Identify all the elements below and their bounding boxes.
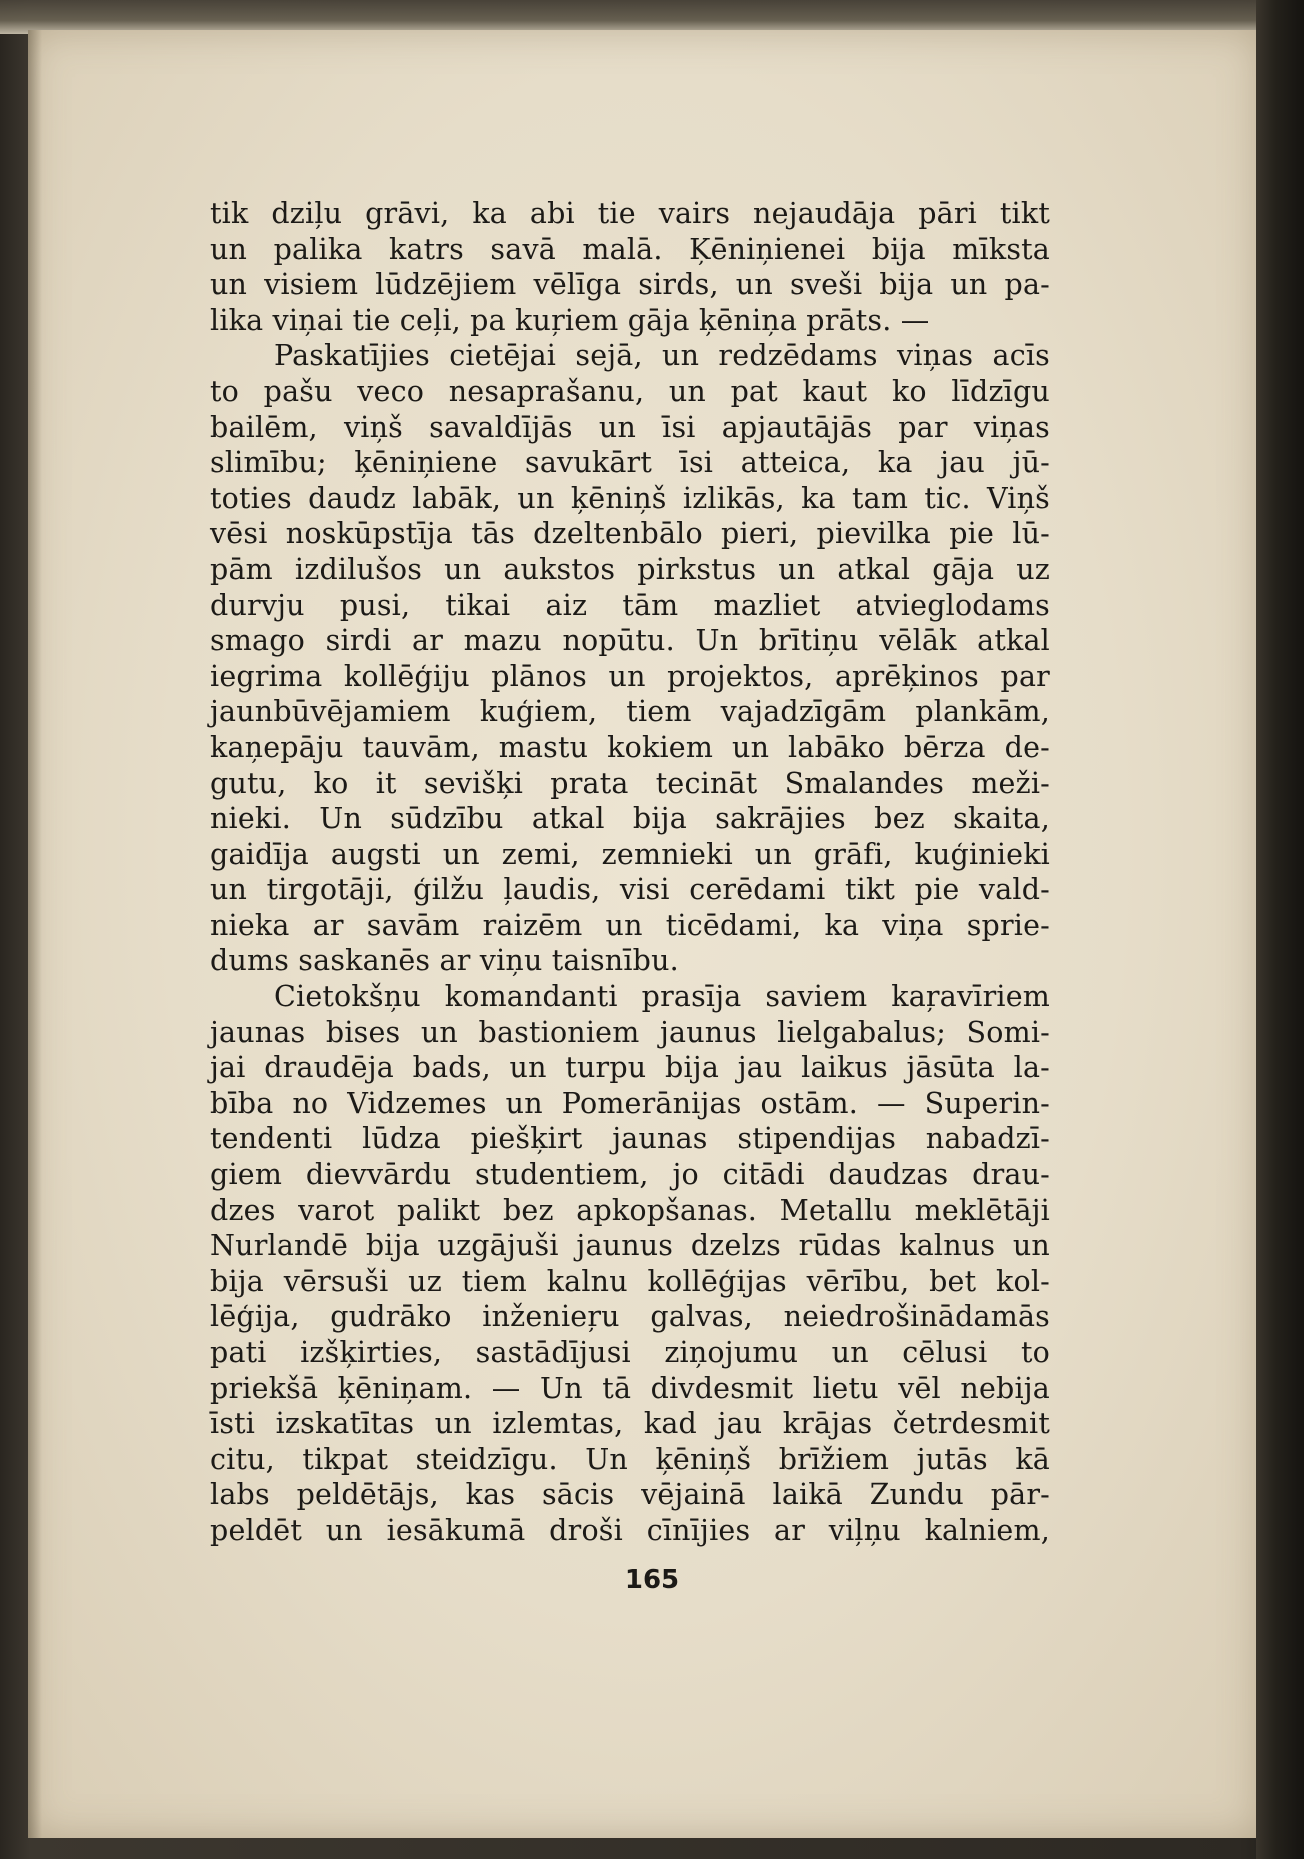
text-line: citu, tikpat steidzīgu. Un ķēniņš brīžiem jutās kā [210,1442,1050,1476]
text-line: bība no Vidzemes un Pomerānijas ostām. — Superin- [210,1086,1050,1120]
text-line: īsti izskatītas un izlemtas, kad jau krājas četrdesmit [210,1407,1050,1441]
text-line: Nurlandē bija uzgājuši jaunus dzelzs rūdas kalnus un [210,1229,1050,1263]
text-line: un palika katrs savā malā. Ķēniņienei bija mīksta [210,232,1050,266]
page-top-edge [0,0,1304,34]
text-line: tik dziļu grāvi, ka abi tie vairs nejaudāja pāri tikt [210,197,1050,230]
text-line: Cietokšņu komandanti prasīja saviem kaŗavīriem [274,980,1050,1014]
text-line: priekšā ķēniņam. — Un tā divdesmit lietu vēl nebija [210,1371,1050,1405]
text-line: gaidīja augsti un zemi, zemnieki un grāfi, kuģinieki [210,837,1050,871]
text-line: tendenti lūdza piešķirt jaunas stipendijas nabadzī- [210,1122,1050,1156]
text-line: toties daudz labāk, un ķēniņš izlikās, ka tam tic. Viņš [210,481,1050,515]
text-line: un visiem lūdzējiem vēlīga sirds, un sveši bija un pa- [210,268,1050,302]
text-line: giem dievvārdu studentiem, jo citādi daudzas drau- [210,1158,1050,1192]
text-line: peldēt un iesākumā droši cīnījies ar viļņu kalniem, [210,1513,1050,1547]
text-line: bija vērsuši uz tiem kalnu kollēģijas vērību, bet kol- [210,1264,1050,1298]
text-line: labs peldētājs, kas sācis vējainā laikā Zundu pār- [210,1478,1050,1512]
text-line: bailēm, viņš savaldījās un īsi apjautājās par viņas [210,410,1050,444]
text-line: vēsi noskūpstīja tās dzeltenbālo pieri, pievilka pie lū- [210,517,1050,551]
text-line: slimību; ķēniņiene savukārt īsi atteica, ka jau jū- [210,446,1050,480]
text-line: dzes varot palikt bez apkopšanas. Metallu meklētāji [210,1193,1050,1227]
text-line: to pašu veco nesaprašanu, un pat kaut ko līdzīgu [210,374,1050,408]
text-line: iegrima kollēģiju plānos un projektos, aprēķinos par [210,659,1050,693]
text-line: pati izšķirties, sastādījusi ziņojumu un cēlusi to [210,1336,1050,1369]
text-line: jaunas bises un bastioniem jaunus lielgabalus; Somi- [210,1015,1050,1049]
text-line: dums saskanēs ar viņu taisnību. [210,944,679,978]
text-line: jaunbūvējamiem kuģiem, tiem vajadzīgām plankām, [210,695,1050,729]
page-number: 165 [624,1565,680,1595]
text-line: lika viņai tie ceļi, pa kuŗiem gāja ķēniņa prāts. — [210,303,930,337]
text-line: Paskatījies cietējai sejā, un redzēdams viņas acīs [274,339,1050,373]
text-line: nieki. Un sūdzību atkal bija sakrājies bez skaita, [210,802,1050,836]
text-line: pām izdilušos un aukstos pirkstus un atkal gāja uz [210,552,1050,586]
text-line: jai draudēja bads, un turpu bija jau laikus jāsūta la- [210,1051,1050,1085]
text-line: nieka ar savām raizēm un ticēdami, ka viņa sprie- [210,908,1050,942]
text-line: gutu, ko it sevišķi prata tecināt Smalandes meži- [210,766,1050,800]
body-text [210,196,1050,1549]
text-line: un tirgotāji, ģilžu ļaudis, visi cerēdami tikt pie vald- [210,873,1050,907]
text-line: kaņepāju tauvām, mastu kokiem un labāko bērza de- [210,730,1050,764]
text-line: smago sirdi ar mazu nopūtu. Un brītiņu vēlāk atkal [210,624,1050,658]
text-line: durvju pusi, tikai aiz tām mazliet atvieglodams [210,588,1050,622]
text-line: lēģija, gudrāko inženieŗu galvas, neiedrošinādamās [210,1300,1050,1334]
